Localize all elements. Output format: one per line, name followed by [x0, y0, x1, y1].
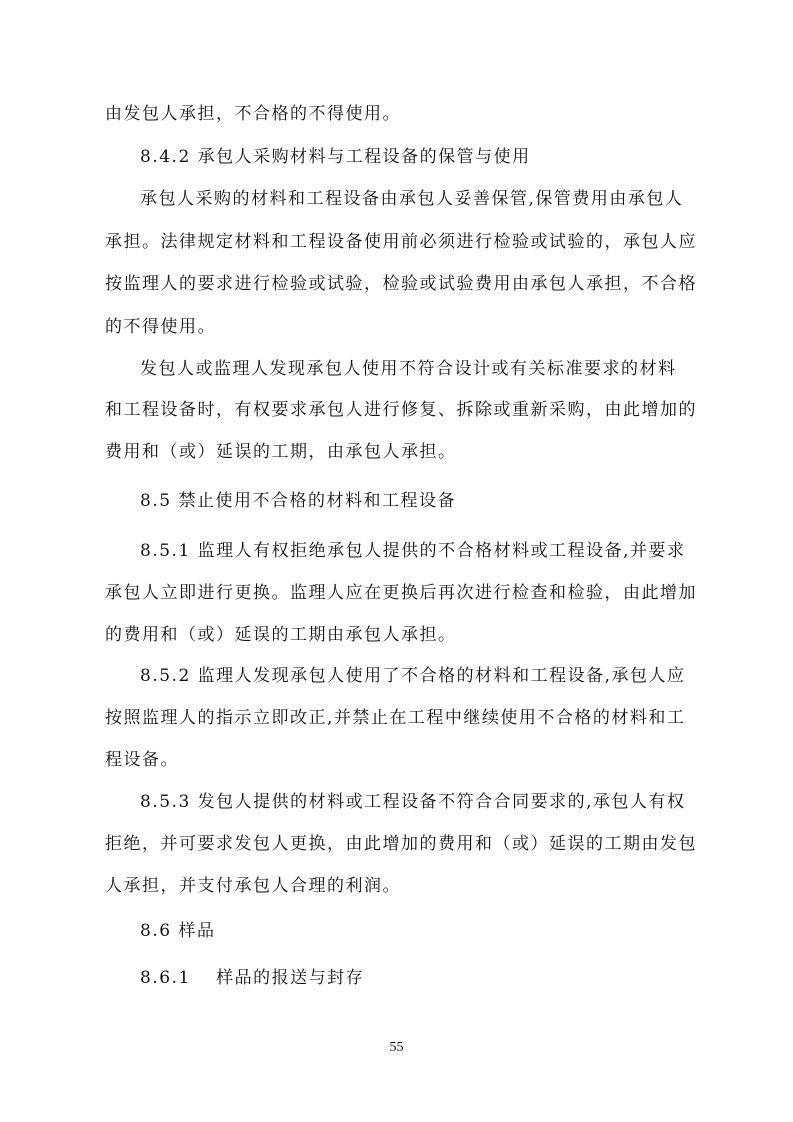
paragraph-line: 按照监理人的指示立即改正,并禁止在工程中继续使用不合格的材料和工 — [105, 708, 686, 728]
paragraph-line: 承包人采购的材料和工程设备由承包人妥善保管,保管费用由承包人 — [140, 189, 684, 209]
section-heading-8-6: 8.6 样品 — [140, 921, 216, 941]
section-heading-8-5: 8.5 禁止使用不合格的材料和工程设备 — [140, 491, 456, 511]
paragraph-continuation-line: 由发包人承担，不合格的不得使用。 — [105, 104, 401, 124]
subsection-heading-8-6-1: 8.6.1 样品的报送与封存 — [140, 968, 365, 988]
subsection-8-5-1-line: 8.5.1 监理人有权拒绝承包人提供的不合格材料或工程设备,并要求 — [140, 541, 686, 561]
paragraph-line: 拒绝，并可要求发包人更换，由此增加的费用和（或）延误的工期由发包 — [105, 834, 697, 854]
subsection-8-5-3-line: 8.5.3 发包人提供的材料或工程设备不符合合同要求的,承包人有权 — [140, 792, 686, 812]
paragraph-line: 和工程设备时，有权要求承包人进行修复、拆除或重新采购，由此增加的 — [105, 400, 697, 420]
paragraph-line: 人承担，并支付承包人合理的利润。 — [105, 876, 401, 896]
paragraph-line: 承包人立即进行更换。监理人应在更换后再次进行检查和检验，由此增加 — [105, 583, 697, 603]
paragraph-line: 程设备。 — [105, 750, 179, 770]
page-number: 55 — [389, 1040, 404, 1055]
paragraph-line: 的不得使用。 — [105, 317, 216, 337]
subsection-8-5-2-line: 8.5.2 监理人发现承包人使用了不合格的材料和工程设备,承包人应 — [140, 666, 686, 686]
paragraph-line: 按监理人的要求进行检验或试验，检验或试验费用由承包人承担，不合格 — [105, 274, 697, 294]
paragraph-line: 费用和（或）延误的工期，由承包人承担。 — [105, 442, 457, 462]
paragraph-line: 承担。法律规定材料和工程设备使用前必须进行检验或试验的，承包人应 — [105, 232, 697, 252]
paragraph-line: 发包人或监理人发现承包人使用不符合设计或有关标准要求的材料 — [140, 359, 677, 379]
paragraph-line: 的费用和（或）延误的工期由承包人承担。 — [105, 625, 457, 645]
subsection-heading-8-4-2: 8.4.2 承包人采购材料与工程设备的保管与使用 — [140, 147, 531, 167]
